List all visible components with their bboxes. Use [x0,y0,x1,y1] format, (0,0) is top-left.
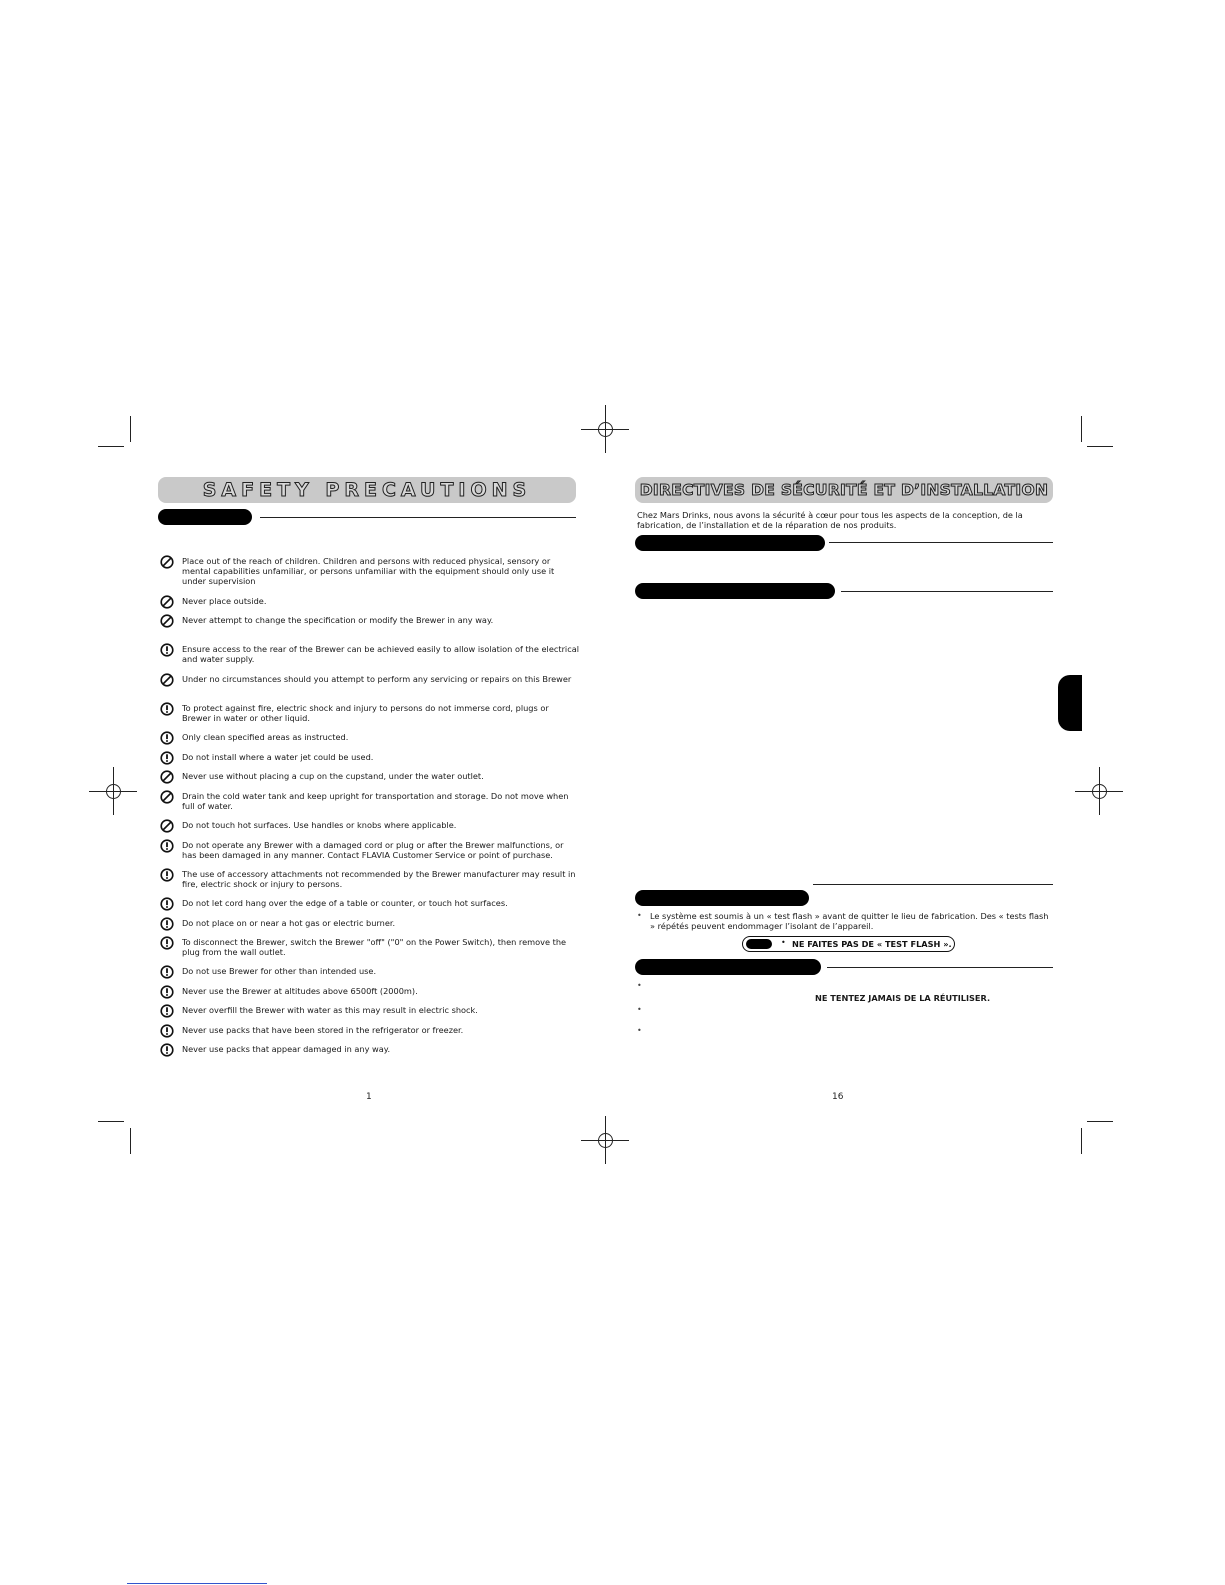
test-flash-paragraph: Le système est soumis à un « test flash » avant de quitter le lieu de fabrication. Des « tests flash » répétés peuvent endommager l’isolant de l’appareil. [650,911,1049,931]
warning-icon [160,984,174,998]
section-rule [813,884,1053,885]
safety-item-text: Never overfill the Brewer with water as this may result in electric shock. [182,1005,478,1015]
warning-icon [160,730,174,744]
warning-icon [160,750,174,764]
notice-pill [746,939,772,949]
section-rule [260,517,576,518]
section-header-pill [635,535,825,551]
page-number: 1 [366,1092,372,1102]
warning-icon [160,1023,174,1037]
safety-item-text: To protect against fire, electric shock and injury to persons do not immerse cord, plugs or Brewer in water or other liquid. [182,703,549,723]
safety-item-text: To disconnect the Brewer, switch the Brewer "off" ("0" on the Power Switch), then remove the plug from the wall outlet. [182,937,567,957]
section-rule [827,967,1053,968]
language-tab [1058,675,1082,731]
safety-item-text: Do not install where a water jet could be used. [182,752,374,762]
warning-icon [160,964,174,978]
page-title-bar [158,477,576,503]
section-header-pill [635,890,809,906]
safety-item-text: Do not let cord hang over the edge of a table or counter, or touch hot surfaces. [182,898,508,908]
section-rule [841,591,1053,592]
safety-item-text: Do not place on or near a hot gas or electric burner. [182,918,396,928]
crop-mark [1081,1128,1082,1154]
prohibition-icon [160,818,174,832]
warning-icon [160,1042,174,1056]
registration-mark-icon [581,1116,629,1164]
section-rule [829,542,1053,543]
bullet: • [637,1005,642,1014]
safety-item-text: Place out of the reach of children. Children and persons with reduced physical, sensory or mental capabilities unfamiliar, or persons unfamiliar with the equipment should only use it under supervision [182,556,555,586]
warning-icon [160,896,174,910]
warning-icon [160,642,174,656]
warning-icon [160,867,174,881]
safety-item-text: Never place outside. [182,596,267,606]
registration-mark-icon [89,767,137,815]
warning-icon [160,916,174,930]
safety-item-text: The use of accessory attachments not recommended by the Brewer manufacturer may result in fire, electric shock or injury to persons. [182,869,576,889]
bullet: • [637,1026,642,1035]
crop-mark [130,1128,131,1154]
crop-mark [1081,416,1082,442]
warning-icon [160,701,174,715]
notice-box [742,936,955,952]
notice-text: NE FAITES PAS DE « TEST FLASH ». [792,939,952,949]
crop-mark [98,1121,124,1122]
page-title: DIRECTIVES DE SÉCURITÉ ET D’INSTALLATION [639,481,1049,499]
prohibition-icon [160,672,174,686]
crop-mark [1087,1121,1113,1122]
warning-icon [160,1003,174,1017]
prohibition-icon [160,613,174,627]
safety-item-text: Never use without placing a cup on the cupstand, under the water outlet. [182,771,484,781]
crop-mark [130,416,131,442]
bullet: • [637,981,642,990]
prohibition-icon [160,789,174,803]
section-header-pill [158,509,252,525]
safety-item-text: Ensure access to the rear of the Brewer can be achieved easily to allow isolation of the electrical and water supply. [182,644,580,664]
bullet: • [637,911,642,920]
page-title-bar [635,477,1053,503]
reuse-warning: NE TENTEZ JAMAIS DE LA RÉUTILISER. [815,993,991,1003]
safety-item-text: Do not touch hot surfaces. Use handles or knobs where applicable. [182,820,457,830]
safety-item-text: Never use packs that have been stored in the refrigerator or freezer. [182,1025,464,1035]
safety-item-text: Under no circumstances should you attempt to perform any servicing or repairs on this Brewer [182,674,572,684]
safety-item-text: Do not use Brewer for other than intended use. [182,966,377,976]
page-title: SAFETY PRECAUTIONS [202,479,532,501]
safety-item-text: Drain the cold water tank and keep upright for transportation and storage. Do not move when full of water. [182,791,569,811]
prohibition-icon [160,554,174,568]
bullet: • [781,938,786,947]
prohibition-icon [160,769,174,783]
safety-item-text: Never attempt to change the specification or modify the Brewer in any way. [182,615,494,625]
link-underline [127,1583,267,1584]
crop-mark [98,446,124,447]
prohibition-icon [160,594,174,608]
intro-paragraph: Chez Mars Drinks, nous avons la sécurité à cœur pour tous les aspects de la conception, de la fabrication, de l’installation et de la réparation de nos produits. [637,510,1023,530]
safety-item-text: Never use packs that appear damaged in any way. [182,1044,391,1054]
safety-item-text: Never use the Brewer at altitudes above 6500ft (2000m). [182,986,418,996]
safety-item-text: Only clean specified areas as instructed. [182,732,349,742]
safety-item-text: Do not operate any Brewer with a damaged cord or plug or after the Brewer malfunctions, or has been damaged in any manner. Contact FLAVIA Customer Service or point of purchase. [182,840,564,860]
page-number: 16 [832,1092,844,1102]
registration-mark-icon [581,405,629,453]
section-header-pill [635,959,821,975]
warning-icon [160,838,174,852]
crop-mark [1087,446,1113,447]
registration-mark-icon [1075,767,1123,815]
section-header-pill [635,583,835,599]
warning-icon [160,935,174,949]
